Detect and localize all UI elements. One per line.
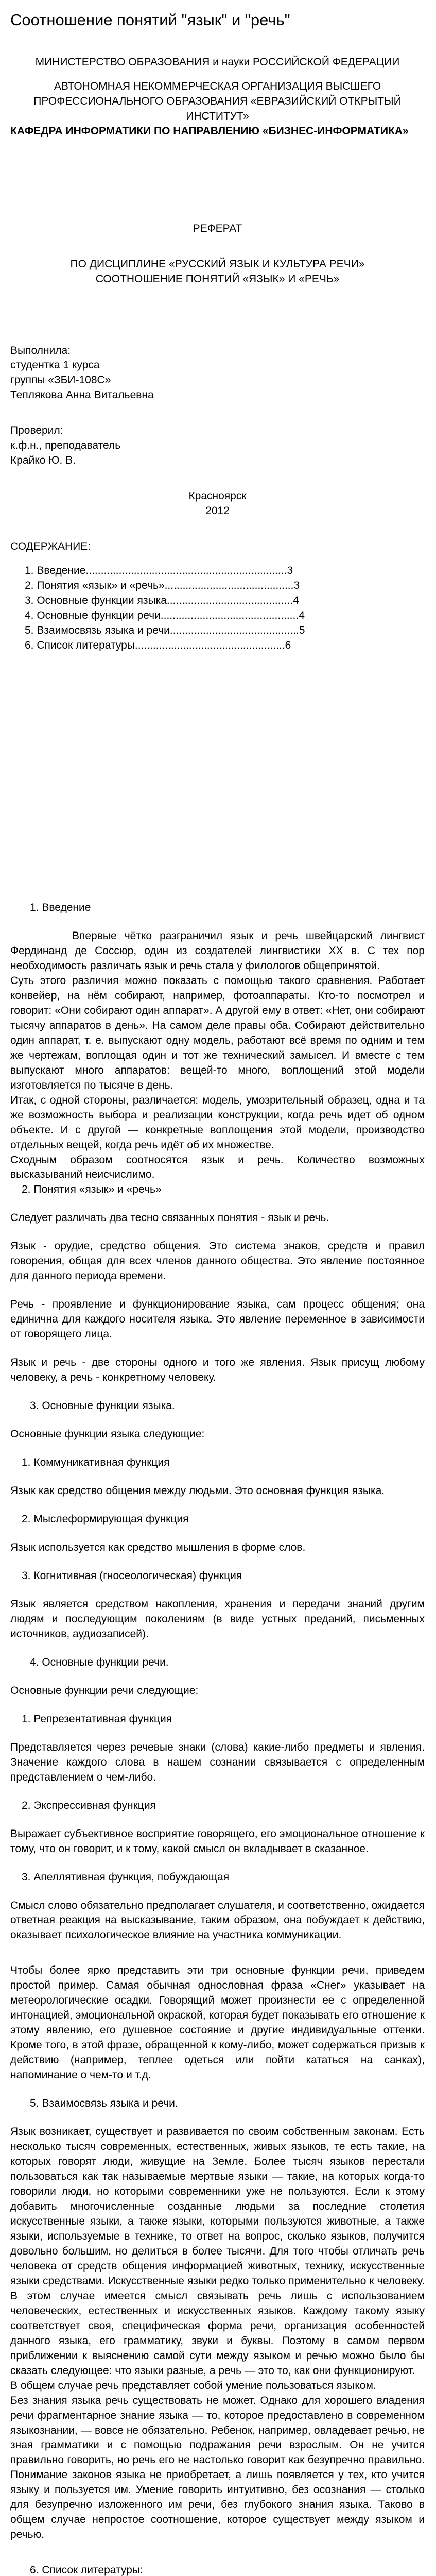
department-line: КАФЕДРА ИНФОРМАТИКИ ПО НАПРАВЛЕНИЮ «БИЗНЕС-ИНФОРМАТИКА» xyxy=(10,125,409,137)
topic-line: СООТНОШЕНИЕ ПОНЯТИЙ «ЯЗЫК» И «РЕЧЬ» xyxy=(95,273,340,285)
paragraph: Основные функции речи следующие: xyxy=(10,1684,199,1697)
paragraph: Язык является средством накопления, хранения и передачи знаний другим людям и последующим поколениям (в виде устных преданий, письменных источников, аудиозаписей). xyxy=(10,1598,425,1640)
paragraph: Язык возникает, существует и развивается по своим собственным законам. Есть несколько тысяч современных, естественных, живых языков, те есть такие, на которых говорят люди, живущие на Земле. Более тысяч языков перестали пользоваться как так называемые мертвые языки — такие, на которых когда-то говорили люди, но которыми современники уже не пользуются. Если к этому добавить многочисленные созданные людьми за последние столетия искусственные языки, а также языки, которыми пользуются животные, а также языки, используемые в технике, то ответ на вопрос, сколько языков, получится довольно большим, но делиться в более тысячи. Для того чтобы отличать речь человека от средств общения информацией животных, технику, искусственные языки средствами. Искусственные языки редко только применительно к человеку. В этом случае имеется смысл связывать речь лишь с использованием человеческих, естественных и искусственных языков. Каждому такому языку соответствует своя, специфическая форма речи, организация особенностей данного языка, его грамматику, звуки и буквы. Поэтому в самом первом приближении к выяснению самой сути между языком и речью можно было бы сказать следующее: что языки разные, а речь — это то, как они функционируют. xyxy=(10,2126,425,2377)
toc-item: 2. Понятия «язык» и «речь»...........................................3 xyxy=(25,580,300,592)
function-title: 1. Коммуникативная функция xyxy=(22,1456,170,1469)
author-course: студентка 1 курса xyxy=(10,359,100,371)
paragraph: Суть этого различия можно показать с помощью такого сравнения. Работает конвейер, на нём собирают, например, фотоаппараты. Кто-то посмотрел и говорит: «Они собирают один аппарат». А другой ему в ответ: «Нет, они собирают тысячу аппаратов в день». На самом деле правы оба. Собирают действительно один аппарат, т. е. выпускают одну модель, работают всё время по одним и тем же чертежам, воплощая один и тот же технический замысел. И вместе с тем выпускают много аппаратов: вещей-то много, воплощений этой модели изготовляется по тысяче в день. xyxy=(10,974,425,1091)
paragraph: Язык и речь - две стороны одного и того же явления. Язык присущ любому человеку, а речь - конкретному человеку. xyxy=(10,1357,425,1384)
function-title: 2. Экспрессивная функция xyxy=(22,1799,156,1811)
paragraph: Смысл слово обязательно предполагает слушателя, и соответственно, ожидается ответная реакция на высказывание, таким образом, она побуждает к действию, оказывает психологическое влияние на участника коммуникации. xyxy=(10,1899,425,1941)
paragraph: Выражает субъективное восприятие говорящего, его эмоциональное отношение к тому, что он говорит, и к тому, какой смысл он вкладывает в сказанное. xyxy=(10,1827,425,1855)
year: 2012 xyxy=(205,505,230,517)
checker-label: Проверил: xyxy=(10,425,63,437)
function-title: 1. Репрезентативная функция xyxy=(22,1713,172,1725)
section-5-title: 5. Взаимосвязь языка и речи. xyxy=(30,2097,178,2110)
function-title: 3. Когнитивная (гносеологическая) функция xyxy=(22,1569,242,1582)
section-2-title: 2. Понятия «язык» и «речь» xyxy=(22,1183,162,1196)
paragraph: Представляется через речевые знаки (слова) какие-либо предметы и явления. Значение каждого слова в нашем сознании связывается с определенным представлением о чем-либо. xyxy=(10,1741,425,1783)
checker-name: Крайко Ю. В. xyxy=(10,454,76,467)
paragraph: Речь - проявление и функционирование языка, сам процесс общения; она единична для каждого носителя языка. Это явление переменное в зависимости от говорящего лица. xyxy=(10,1298,425,1341)
city: Красноярск xyxy=(188,490,247,502)
paragraph: Сходным образом соотносятся язык и речь. Количество возможных высказываний неисчислимо. xyxy=(10,1154,425,1181)
author-name: Теплякова Анна Витальевна xyxy=(10,389,154,401)
paragraph: Язык как средство общения между людьми. Это основная функция языка. xyxy=(10,1485,385,1497)
paragraph: Язык - орудие, средство общения. Это система знаков, средств и правил говорения, общая для всех членов данного общества. Это явление постоянное для данного периода времени. xyxy=(10,1240,425,1282)
toc-item: 6. Список литературы..................................................6 xyxy=(25,639,291,652)
section-1-title: 1. Введение xyxy=(30,902,91,913)
discipline-line: ПО ДИСЦИПЛИНЕ «РУССКИЙ ЯЗЫК И КУЛЬТУРА РЕЧИ» xyxy=(70,258,365,270)
toc-heading: СОДЕРЖАНИЕ: xyxy=(10,540,91,553)
paragraph: Язык используется как средство мышления в форме слов. xyxy=(10,1541,306,1553)
page-title: Соотношение понятий "язык" и "речь" xyxy=(10,11,290,29)
section-4-title: 4. Основные функции речи. xyxy=(30,1656,169,1668)
author-group: группы «ЗБИ-108С» xyxy=(10,374,111,386)
function-title: 3. Апеллятивная функция, побуждающая xyxy=(22,1871,230,1883)
checker-title: к.ф.н., преподаватель xyxy=(10,439,121,452)
paragraph: Впервые чётко разграничил язык и речь швейцарский лингвист Фердинанд де Соссюр, один из создателей лингвистики XX в. С тех пор необходимость различать язык и речь стала у филологов общепринятой. xyxy=(10,929,425,972)
toc-item: 5. Взаимосвязь языка и речи...........................................5 xyxy=(25,624,305,637)
paragraph: Чтобы более ярко представить эти три основные функции речи, приведем простой пример. Самая обычная однословная фраза «Снег» указывает на метеорологические осадки. Говорящий может произнести ее с определенной интонацией, эмоциональной окраской, которая будет показывать его отношение к этому явлению, его душевное состояние и другие индивидуальные оттенки. Кроме того, в этой фразе, обращенной к кому-либо, может содержаться призыв к действию (например, теплее одеться или пойти кататься на санках), напоминание о чем-то и т.д. xyxy=(10,1964,425,2081)
toc-item: 1. Введение...................................................................3 xyxy=(25,565,293,577)
paragraph: В общем случае речь представляет собой умение пользоваться языком. xyxy=(10,2379,376,2392)
work-type: РЕФЕРАТ xyxy=(193,222,242,234)
paragraph: Основные функции языка следующие: xyxy=(10,1428,205,1440)
paragraph: Следует различать два тесно связанных понятия - язык и речь. xyxy=(10,1212,329,1224)
toc-item: 4. Основные функции речи..............................................4 xyxy=(25,609,305,622)
table-of-contents xyxy=(25,564,425,653)
ministry-line: МИНИСТЕРСТВО ОБРАЗОВАНИЯ и науки РОССИЙСКОЙ ФЕДЕРАЦИИ xyxy=(35,56,400,68)
toc-item: 3. Основные функции языка..........................................4 xyxy=(25,595,299,607)
section-3-title: 3. Основные функции языка. xyxy=(30,1400,175,1412)
organization-line-2: ПРОФЕССИОНАЛЬНОГО ОБРАЗОВАНИЯ «ЕВРАЗИЙСКИЙ ОТКРЫТЫЙ ИНСТИТУТ» xyxy=(33,95,402,122)
paragraph: Итак, с одной стороны, различается: модель, умозрительный образец, одна и та же возможность выбора и реализации конструкции, когда речь идет об одном объекте. И с другой — конкретные воплощения этой модели, производство отдельных вещей, когда речь идёт об их множестве. xyxy=(10,1094,425,1151)
paragraph: Без знания языка речь существовать не может. Однако для хорошего владения речи фрагментарное знание языка — то, которое предоставлено в современном языкознании, — вовсе не обязательно. Ребенок, например, овладевает речью, не зная грамматики и с помощью подражания речи взрослым. Он не учится правильно говорить, но речь его не настолько говорит как безупречно правильно. Понимание законов языка не приобретает, а лишь появляется у тех, кто учится языку и пользуется им. Умение говорить интуитивно, без осознания — столько для безупречно изложенного им речи, без глубокого знания языка. Таково в общем случае непростое соотношение, которое существует между языком и речью. xyxy=(10,2394,425,2541)
function-title: 2. Мыслеформирующая функция xyxy=(22,1513,189,1525)
references-heading: 6. Список литературы: xyxy=(30,2564,143,2576)
organization-line-1: АВТОНОМНАЯ НЕКОММЕРЧЕСКАЯ ОРГАНИЗАЦИЯ ВЫСШЕГО xyxy=(54,80,381,92)
author-label: Выполнила: xyxy=(10,344,71,357)
